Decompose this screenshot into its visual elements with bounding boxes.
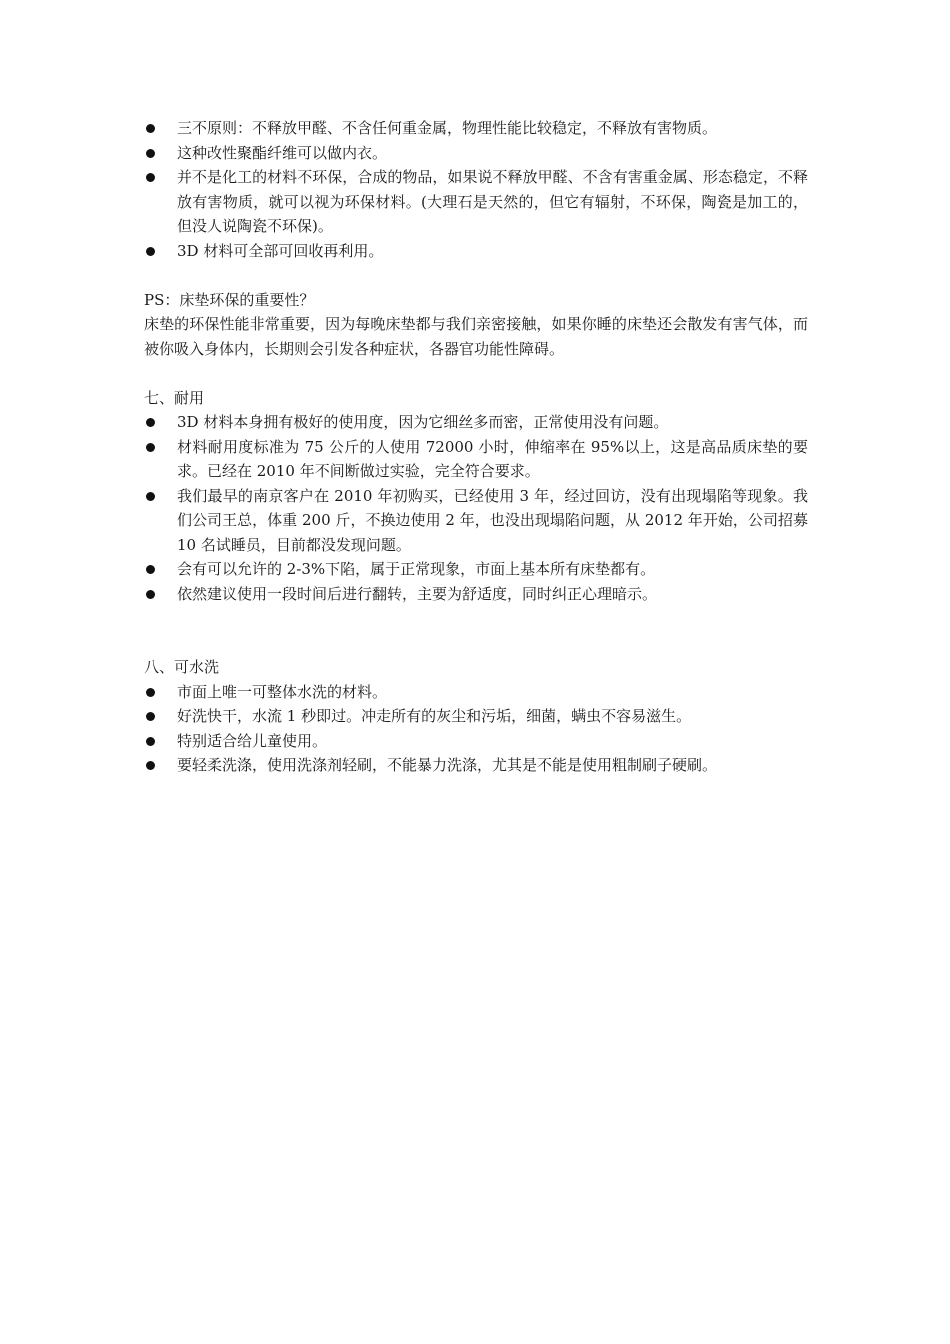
- list-item-text: 好洗快干，水流 1 秒即过。冲走所有的灰尘和污垢，细菌，螨虫不容易滋生。: [177, 707, 692, 725]
- list-item-text: 这种改性聚酯纤维可以做内衣。: [177, 143, 388, 162]
- list-item-text: 材料耐用度标准为 75 公斤的人使用 72000 小时，伸缩率在 95%以上，这是高品质床垫的要求。已经在 2010 年不间断做过实验，完全符合要求。: [177, 437, 808, 480]
- intro-bullet-list: [144, 116, 808, 263]
- list-item-text: 三不原则：不释放甲醛、不含任何重金属，物理性能比较稳定，不释放有害物质。: [177, 119, 718, 137]
- document-content: [144, 116, 808, 778]
- list-item: [144, 239, 808, 264]
- spacer: [144, 263, 808, 288]
- list-item-text: 我们最早的南京客户在 2010 年初购买，已经使用 3 年，经过回访，没有出现塌陷等现象。我们公司王总，体重 200 斤，不换边使用 2 年，也没出现塌陷问题，从 2012 年开始，公司招募 10 名试睡员，目前都没发现问题。: [177, 486, 808, 554]
- bullet-icon: [146, 443, 155, 452]
- bullet-icon: [146, 124, 155, 133]
- ps-body: 床垫的环保性能非常重要，因为每晚床垫都与我们亲密接触，如果你睡的床垫还会散发有害气体，而被你吸入身体内，长期则会引发各种症状，各器官功能性障碍。: [144, 315, 808, 358]
- bullet-icon: [146, 590, 155, 599]
- spacer: [144, 606, 808, 655]
- bullet-icon: [146, 173, 155, 182]
- list-item: [144, 729, 808, 754]
- section-heading-durable: 七、耐用: [144, 388, 205, 407]
- list-item-text: 依然建议使用一段时间后进行翻转，主要为舒适度，同时纠正心理暗示。: [177, 584, 658, 603]
- durable-bullet-list: [144, 410, 808, 606]
- list-item-text: 会有可以允许的 2-3%下陷，属于正常现象，市面上基本所有床垫都有。: [177, 560, 656, 578]
- list-item-text: 特别适合给儿童使用。: [177, 731, 328, 750]
- list-item: [144, 704, 808, 729]
- list-item: [144, 484, 808, 558]
- bullet-icon: [146, 149, 155, 158]
- list-item: [144, 116, 808, 141]
- list-item: [144, 141, 808, 166]
- list-item-text: 3D 材料可全部可回收再利用。: [177, 241, 384, 260]
- bullet-icon: [146, 492, 155, 501]
- list-item: [144, 410, 808, 435]
- list-item-text: 3D 材料本身拥有极好的使用度，因为它细丝多而密，正常使用没有问题。: [177, 413, 669, 431]
- list-item: [144, 557, 808, 582]
- bullet-icon: [146, 418, 155, 427]
- section-heading-washable: 八、可水洗: [144, 658, 220, 676]
- bullet-icon: [146, 712, 155, 721]
- list-item: [144, 165, 808, 239]
- bullet-icon: [146, 565, 155, 574]
- list-item-text: 市面上唯一可整体水洗的材料。: [177, 682, 388, 701]
- washable-bullet-list: [144, 680, 808, 778]
- spacer: [144, 361, 808, 386]
- bullet-icon: [146, 761, 155, 770]
- list-item: [144, 582, 808, 607]
- list-item: [144, 680, 808, 705]
- list-item-text: 并不是化工的材料不环保，合成的物品，如果说不释放甲醛、不含有害重金属、形态稳定，不释放有害物质，就可以视为环保材料。(大理石是天然的，但它有辐射，不环保，陶瓷是加工的，但没人说陶瓷不环保)。: [177, 168, 808, 235]
- list-item: [144, 753, 808, 778]
- list-item-text: 要轻柔洗涤，使用洗涤剂轻刷，不能暴力洗涤，尤其是不能是使用粗制刷子硬刷。: [177, 756, 718, 774]
- bullet-icon: [146, 247, 155, 256]
- ps-title: PS：床垫环保的重要性？: [144, 290, 315, 309]
- list-item: [144, 435, 808, 484]
- bullet-icon: [146, 737, 155, 746]
- bullet-icon: [146, 688, 155, 697]
